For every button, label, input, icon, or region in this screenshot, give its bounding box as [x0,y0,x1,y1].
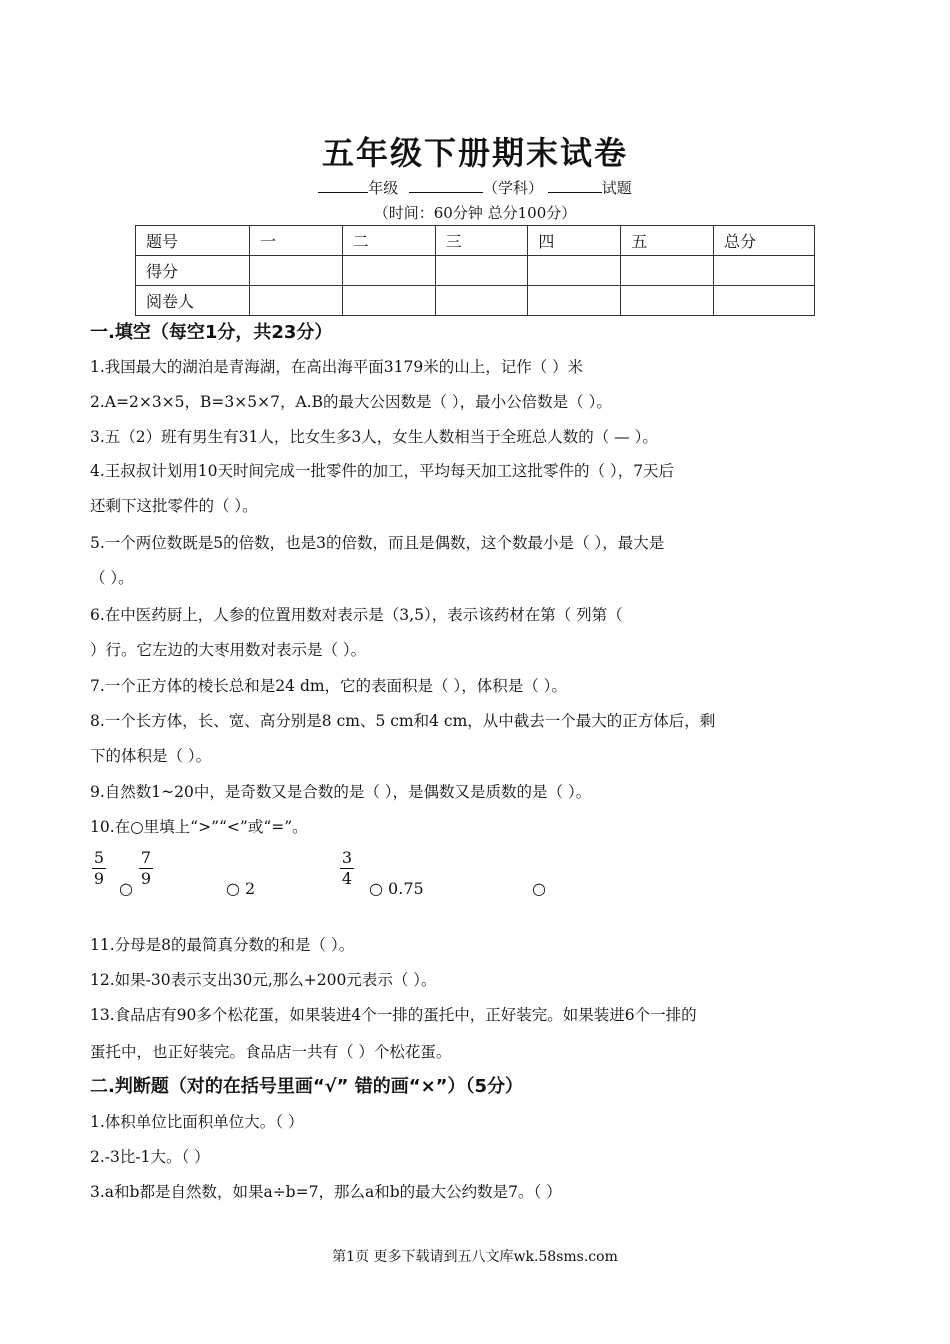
score-table-header-row [136,226,815,256]
question-1-11: 11.分母是8的最简真分数的和是（ ）。 [90,936,355,954]
score-cell: 总分 [714,226,815,256]
fraction-denominator: 9 [140,869,152,888]
grade-label: 年级 [368,179,399,197]
score-cell: 三 [435,226,528,256]
score-table-row [136,286,815,316]
score-input-cell[interactable] [714,286,815,316]
score-cell: 题号 [136,226,250,256]
question-1-8-cont: 下的体积是（ ）。 [90,747,212,765]
question-1-10: 10.在○里填上“>”“<”或“=”。 [90,818,308,836]
question-1-3: 3.五（2）班有男生有31人，比女生多3人，女生人数相当于全班总人数的（ — ）。 [90,428,658,446]
score-input-cell[interactable] [435,286,528,316]
question-1-2: 2.A=2×3×5，B=3×5×7，A.B的最大公因数是（ ），最小公倍数是（ ）。 [90,393,612,411]
score-input-cell[interactable] [342,256,435,286]
subject-label: （学科） [482,179,543,197]
question-2-3: 3.a和b都是自然数，如果a÷b=7，那么a和b的最大公约数是7。（ ） [90,1183,562,1201]
score-cell: 五 [621,226,714,256]
fraction-denominator: 4 [341,869,353,888]
fraction-7-9 [139,848,153,889]
question-1-7: 7.一个正方体的棱长总和是24 dm，它的表面积是（ ），体积是（ ）。 [90,677,567,695]
fraction-numerator: 5 [93,848,105,867]
score-input-cell[interactable] [528,256,621,286]
score-input-cell[interactable] [714,256,815,286]
question-1-1: 1.我国最大的湖泊是青海湖，在高出海平面3179米的山上，记作（ ）米 [90,358,584,376]
score-row-label: 得分 [136,256,250,286]
score-input-cell[interactable] [528,286,621,316]
section1-title: 一.填空（每空1分，共23分） [90,322,333,343]
question-1-6: 6.在中医药厨上，人参的位置用数对表示是（3,5），表示该药材在第（ 列第（ [90,606,623,624]
time-info: （时间：60分钟 总分100分） [373,204,577,222]
score-input-cell[interactable] [621,286,714,316]
question-1-6-cont: ）行。它左边的大枣用数对表示是（ ）。 [90,641,367,659]
score-input-cell[interactable] [250,256,343,286]
fraction-numerator: 3 [341,848,353,867]
question-2-1: 1.体积单位比面积单位大。（ ） [90,1113,304,1131]
score-input-cell[interactable] [621,256,714,286]
question-1-5-cont: （ ）。 [90,569,134,587]
compare-item-3[interactable]: ○ 0.75 [369,879,424,898]
score-cell: 四 [528,226,621,256]
fraction-5-9 [92,848,106,889]
section2-title: 二.判断题（对的在括号里画“√” 错的画“×”）（5分） [90,1076,524,1097]
compare-item-2[interactable]: ○ 2 [226,879,256,898]
score-input-cell[interactable] [250,286,343,316]
score-input-cell[interactable] [342,286,435,316]
exam-blank [548,177,602,193]
question-1-8: 8.一个长方体，长、宽、高分别是8 cm、5 cm和4 cm，从中截去一个最大的正方体后，剩 [90,712,716,730]
compare-circle[interactable]: ○ [119,879,133,898]
exam-header-line [0,177,950,198]
question-1-9: 9.自然数1~20中，是奇数又是合数的是（ ），是偶数又是质数的是（ ）。 [90,783,592,801]
score-row-label: 阅卷人 [136,286,250,316]
question-1-4-cont: 还剩下这批零件的（ ）。 [90,497,258,515]
exam-label: 试题 [601,179,632,197]
score-cell: 二 [342,226,435,256]
question-1-12: 12.如果-30表示支出30元,那么+200元表示（ ）。 [90,971,437,989]
question-1-5: 5.一个两位数既是5的倍数，也是3的倍数，而且是偶数，这个数最小是（ ），最大是 [90,534,665,552]
fraction-numerator: 7 [140,848,152,867]
fraction-denominator: 9 [93,869,105,888]
fraction-3-4 [340,848,354,889]
question-2-2: 2.-3比-1大。（ ） [90,1148,210,1166]
score-table-row [136,256,815,286]
score-table [135,225,815,316]
question-1-13: 13.食品店有90多个松花蛋，如果装进4个一排的蛋托中，正好装完。如果装进6个一排的 [90,1006,697,1024]
subject-blank [409,177,483,193]
score-input-cell[interactable] [435,256,528,286]
page-footer: 第1页 更多下载请到五八文库wk.58sms.com [332,1249,618,1265]
compare-item-4[interactable]: ○ [532,879,546,898]
question-1-4: 4.王叔叔计划用10天时间完成一批零件的加工，平均每天加工这批零件的（ ），7天后 [90,462,675,480]
grade-blank [318,177,368,193]
score-cell: 一 [250,226,343,256]
page-title: 五年级下册期末试卷 [321,134,628,172]
question-1-13-cont: 蛋托中，也正好装完。食品店一共有（ ）个松花蛋。 [90,1043,452,1061]
